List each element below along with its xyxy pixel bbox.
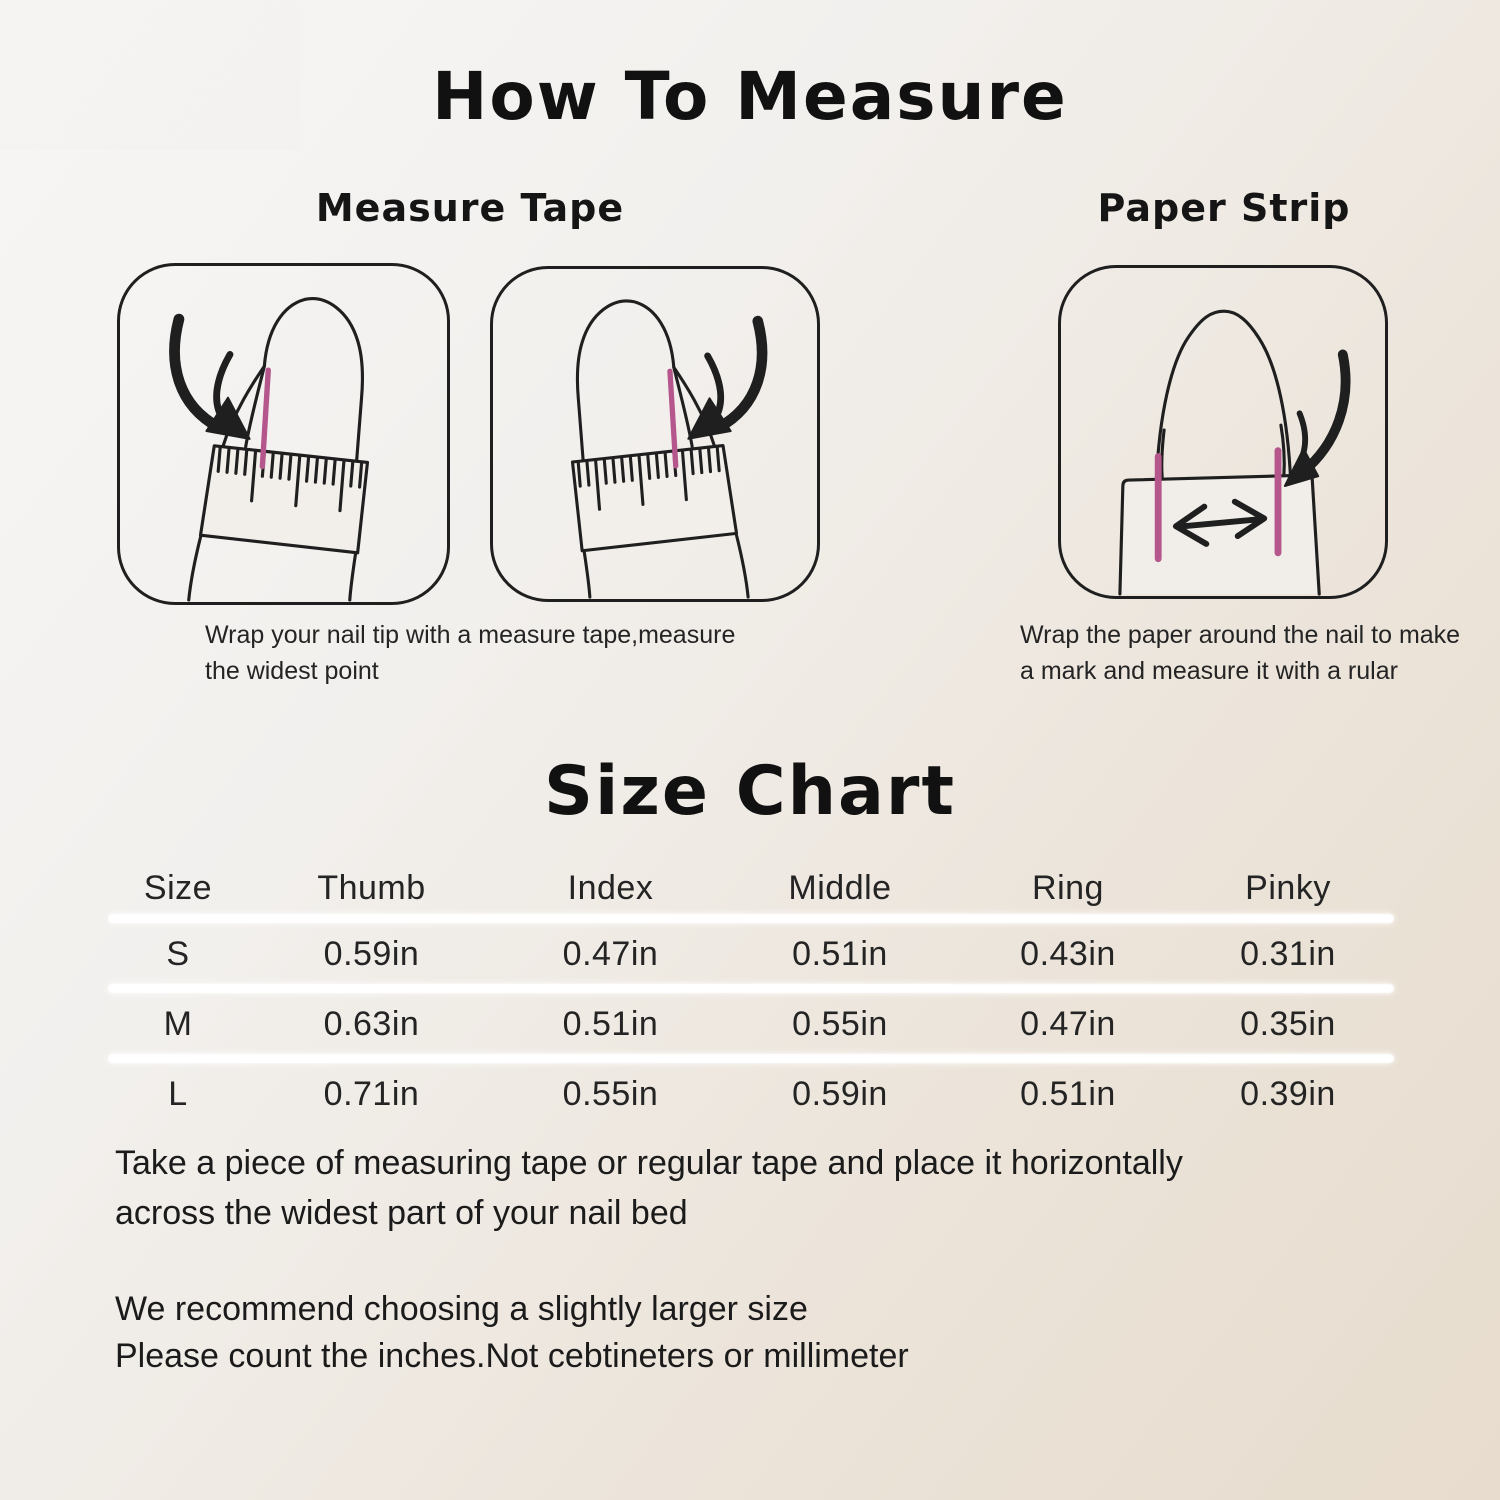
size-label: M bbox=[163, 1004, 193, 1043]
table-cell: 0.51in bbox=[792, 934, 888, 973]
finger-with-tape-icon bbox=[493, 269, 817, 599]
size-chart-title: Size Chart bbox=[544, 752, 956, 831]
size-label: S bbox=[166, 934, 190, 973]
table-row bbox=[108, 1064, 1394, 1124]
table-cell: 0.43in bbox=[1020, 934, 1116, 973]
paper-strip-illustration bbox=[1058, 265, 1388, 599]
table-cell: 0.59in bbox=[792, 1074, 888, 1113]
measure-tape-caption bbox=[205, 617, 825, 690]
size-chart-table bbox=[108, 862, 1394, 1124]
table-cell: 0.35in bbox=[1240, 1004, 1336, 1043]
table-cell: 0.63in bbox=[323, 1004, 420, 1043]
table-header-row bbox=[108, 862, 1394, 914]
note-line: Please count the inches.Not cebtineters or millimeter bbox=[115, 1336, 909, 1375]
paper-strip-heading: Paper Strip bbox=[1097, 186, 1351, 230]
finger-with-paper-icon bbox=[1061, 268, 1385, 596]
table-cell: 0.55in bbox=[792, 1004, 888, 1043]
column-header-size: Size bbox=[143, 868, 213, 907]
note-line: Take a piece of measuring tape or regular tape and place it horizontally bbox=[115, 1144, 1183, 1182]
caption-line: the widest point bbox=[205, 657, 379, 686]
caption-line: Wrap the paper around the nail to make bbox=[1020, 621, 1461, 649]
caption-line: a mark and measure it with a rular bbox=[1020, 657, 1398, 686]
table-cell: 0.47in bbox=[562, 934, 659, 973]
table-cell: 0.59in bbox=[323, 934, 420, 973]
table-divider bbox=[108, 1054, 1394, 1063]
size-label: L bbox=[168, 1074, 188, 1113]
measure-tape-illustration-left bbox=[117, 263, 450, 605]
table-cell: 0.51in bbox=[562, 1004, 659, 1043]
table-row bbox=[108, 994, 1394, 1054]
note-line: We recommend choosing a slightly larger size bbox=[115, 1290, 808, 1328]
column-header-index: Index bbox=[567, 868, 654, 907]
page-title: How To Measure bbox=[432, 58, 1068, 135]
paper-strip-caption bbox=[1020, 617, 1470, 690]
note-line: across the widest part of your nail bed bbox=[115, 1194, 688, 1233]
measure-tape-illustration-right bbox=[490, 266, 820, 602]
column-header-ring: Ring bbox=[1032, 868, 1104, 907]
table-row bbox=[108, 924, 1394, 984]
column-header-thumb: Thumb bbox=[317, 868, 426, 907]
table-divider bbox=[108, 984, 1394, 993]
table-cell: 0.47in bbox=[1020, 1004, 1116, 1043]
column-header-pinky: Pinky bbox=[1245, 868, 1331, 907]
recommendation-note bbox=[115, 1286, 1375, 1380]
table-cell: 0.71in bbox=[323, 1074, 420, 1113]
finger-with-tape-icon bbox=[120, 266, 447, 602]
measure-tape-heading: Measure Tape bbox=[315, 186, 625, 230]
table-cell: 0.31in bbox=[1240, 934, 1336, 973]
table-cell: 0.39in bbox=[1240, 1074, 1336, 1113]
tape-placement-note bbox=[115, 1138, 1375, 1239]
table-cell: 0.55in bbox=[562, 1074, 659, 1113]
column-header-middle: Middle bbox=[788, 868, 892, 907]
table-divider bbox=[108, 914, 1394, 923]
caption-line: Wrap your nail tip with a measure tape,measure bbox=[205, 621, 736, 649]
table-cell: 0.51in bbox=[1020, 1074, 1116, 1113]
